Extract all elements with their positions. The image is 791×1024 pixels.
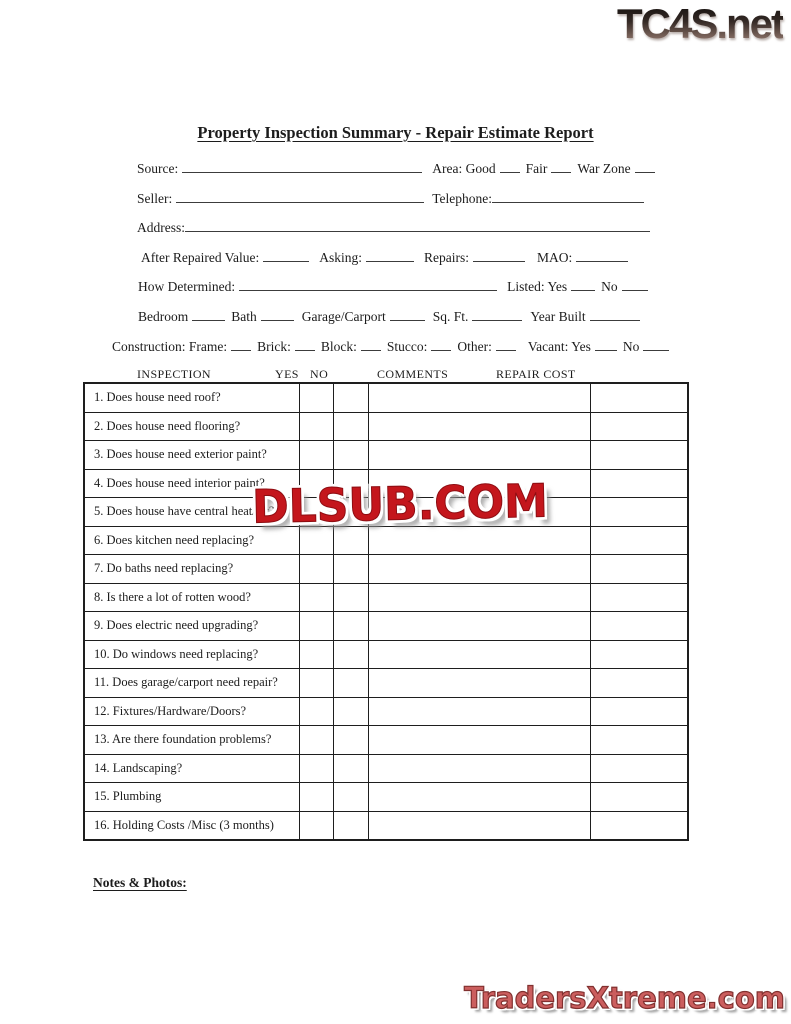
inspection-question: 10. Do windows need replacing? <box>84 640 299 669</box>
title-row <box>0 123 791 143</box>
comments-cell <box>368 697 590 726</box>
form-row-seller <box>137 189 644 207</box>
table-row <box>84 441 688 470</box>
table-row <box>84 811 688 840</box>
area-good-label: Area: Good <box>432 161 496 176</box>
no-cell <box>333 412 368 441</box>
inspection-question: 6. Does kitchen need replacing? <box>84 526 299 555</box>
inspection-question: 7. Do baths need replacing? <box>84 555 299 584</box>
table-row <box>84 555 688 584</box>
inspection-question: 12. Fixtures/Hardware/Doors? <box>84 697 299 726</box>
inspection-question: 8. Is there a lot of rotten wood? <box>84 583 299 612</box>
repair-cost-cell <box>590 383 688 412</box>
comments-cell <box>368 754 590 783</box>
inspection-question: 4. Does house need interior paint? <box>84 469 299 498</box>
stucco-label: Stucco: <box>386 339 428 354</box>
tradersxtreme-logo: TradersXtreme.com <box>464 981 785 1015</box>
yes-cell <box>299 754 333 783</box>
yes-cell <box>299 811 333 840</box>
no-cell <box>333 811 368 840</box>
table-row <box>84 412 688 441</box>
mao-label: MAO: <box>536 250 573 265</box>
inspection-question: 3. Does house need exterior paint? <box>84 441 299 470</box>
comments-cell <box>368 583 590 612</box>
col-header-repair-cost: REPAIR COST <box>496 367 576 381</box>
area-good-field <box>500 159 520 173</box>
bath-label: Bath <box>231 309 257 324</box>
listed-no-label: No <box>601 279 618 294</box>
repair-cost-cell <box>590 555 688 584</box>
form-row-values <box>141 248 628 266</box>
no-cell <box>333 583 368 612</box>
yes-cell <box>299 612 333 641</box>
telephone-field <box>492 189 644 203</box>
yes-cell <box>299 726 333 755</box>
no-cell <box>333 783 368 812</box>
table-header-row <box>83 367 687 383</box>
mao-field <box>576 248 628 262</box>
source-label: Source: <box>137 161 179 176</box>
yes-cell <box>299 441 333 470</box>
col-header-yes: YES <box>275 367 299 381</box>
repairs-field <box>473 248 525 262</box>
vacant-no-label: No <box>622 339 640 354</box>
arv-label: After Repaired Value: <box>141 250 260 265</box>
form-row-determined <box>138 277 648 295</box>
col-header-comments: COMMENTS <box>377 367 449 381</box>
inspection-question: 5. Does house have central heat/air? <box>84 498 299 527</box>
repair-cost-cell <box>590 469 688 498</box>
table-row <box>84 669 688 698</box>
yes-cell <box>299 697 333 726</box>
comments-cell <box>368 669 590 698</box>
address-field <box>185 218 650 232</box>
stucco-field <box>431 337 451 351</box>
brick-label: Brick: <box>257 339 291 354</box>
yes-cell <box>299 669 333 698</box>
repair-cost-cell <box>590 441 688 470</box>
dlsub-watermark: DLSUB.COM <box>251 474 549 535</box>
repair-cost-cell <box>590 526 688 555</box>
repair-cost-cell <box>590 498 688 527</box>
block-label: Block: <box>320 339 357 354</box>
bath-field <box>261 307 294 321</box>
yes-cell <box>299 383 333 412</box>
yes-cell <box>299 583 333 612</box>
table-row <box>84 612 688 641</box>
other-field <box>496 337 516 351</box>
comments-cell <box>368 612 590 641</box>
form-row-rooms <box>138 307 640 325</box>
listed-no-field <box>622 277 648 291</box>
other-label: Other: <box>457 339 492 354</box>
inspection-question: 11. Does garage/carport need repair? <box>84 669 299 698</box>
table-row <box>84 383 688 412</box>
area-fair-field <box>551 159 571 173</box>
repair-cost-cell <box>590 669 688 698</box>
form-row-address <box>137 218 650 236</box>
source-field <box>182 159 422 173</box>
asking-field <box>366 248 414 262</box>
listed-yes-label: Listed: Yes <box>507 279 568 294</box>
repair-cost-cell <box>590 583 688 612</box>
vacant-yes-label: Vacant: Yes <box>527 339 591 354</box>
no-cell <box>333 669 368 698</box>
yes-cell <box>299 640 333 669</box>
col-header-no: NO <box>310 367 329 381</box>
inspection-question: 13. Are there foundation problems? <box>84 726 299 755</box>
inspection-question: 2. Does house need flooring? <box>84 412 299 441</box>
repair-cost-cell <box>590 783 688 812</box>
repair-cost-cell <box>590 726 688 755</box>
year-built-label: Year Built <box>530 309 586 324</box>
brick-field <box>295 337 315 351</box>
repairs-label: Repairs: <box>423 250 469 265</box>
how-determined-field <box>239 277 497 291</box>
inspection-question: 9. Does electric need upgrading? <box>84 612 299 641</box>
address-label: Address: <box>137 220 185 235</box>
no-cell <box>333 441 368 470</box>
comments-cell <box>368 726 590 755</box>
repair-cost-cell <box>590 412 688 441</box>
document-title: Property Inspection Summary - Repair Estimate Report <box>197 123 594 142</box>
yes-cell <box>299 412 333 441</box>
bedroom-label: Bedroom <box>138 309 189 324</box>
bedroom-field <box>192 307 225 321</box>
repair-cost-cell <box>590 811 688 840</box>
vacant-no-field <box>643 337 669 351</box>
table-row <box>84 783 688 812</box>
comments-cell <box>368 441 590 470</box>
comments-cell <box>368 783 590 812</box>
comments-cell <box>368 412 590 441</box>
no-cell <box>333 754 368 783</box>
table-row <box>84 640 688 669</box>
year-built-field <box>590 307 640 321</box>
no-cell <box>333 555 368 584</box>
no-cell <box>333 383 368 412</box>
inspection-question: 1. Does house need roof? <box>84 383 299 412</box>
yes-cell <box>299 783 333 812</box>
garage-carport-label: Garage/Carport <box>301 309 386 324</box>
table-row <box>84 697 688 726</box>
telephone-label: Telephone: <box>432 191 493 206</box>
seller-field <box>176 189 424 203</box>
vacant-yes-field <box>595 337 617 351</box>
form-row-construction <box>112 337 669 355</box>
repair-cost-cell <box>590 640 688 669</box>
tc4s-logo: TC4S.net <box>616 0 783 47</box>
repair-cost-cell <box>590 754 688 783</box>
construction-frame-label: Construction: Frame: <box>112 339 228 354</box>
form-row-source <box>137 159 655 177</box>
block-field <box>361 337 381 351</box>
comments-cell <box>368 811 590 840</box>
repair-cost-cell <box>590 612 688 641</box>
area-fair-label: Fair <box>525 161 548 176</box>
asking-label: Asking: <box>319 250 362 265</box>
no-cell <box>333 640 368 669</box>
frame-field <box>231 337 251 351</box>
inspection-question: 14. Landscaping? <box>84 754 299 783</box>
area-warzone-label: War Zone <box>577 161 631 176</box>
how-determined-label: How Determined: <box>138 279 236 294</box>
sqft-label: Sq. Ft. <box>432 309 469 324</box>
inspection-question: 16. Holding Costs /Misc (3 months) <box>84 811 299 840</box>
table-row <box>84 726 688 755</box>
comments-cell <box>368 640 590 669</box>
inspection-table-body <box>84 383 688 840</box>
listed-yes-field <box>571 277 595 291</box>
garage-carport-field <box>390 307 425 321</box>
sqft-field <box>472 307 522 321</box>
comments-cell <box>368 555 590 584</box>
yes-cell <box>299 555 333 584</box>
comments-cell <box>368 383 590 412</box>
no-cell <box>333 697 368 726</box>
inspection-table <box>83 382 689 841</box>
seller-label: Seller: <box>137 191 173 206</box>
arv-field <box>263 248 309 262</box>
notes-photos-label: Notes & Photos: <box>93 875 187 890</box>
table-row <box>84 754 688 783</box>
area-warzone-field <box>635 159 655 173</box>
no-cell <box>333 726 368 755</box>
inspection-question: 15. Plumbing <box>84 783 299 812</box>
no-cell <box>333 612 368 641</box>
col-header-inspection: INSPECTION <box>137 367 212 381</box>
table-row <box>84 583 688 612</box>
repair-cost-cell <box>590 697 688 726</box>
